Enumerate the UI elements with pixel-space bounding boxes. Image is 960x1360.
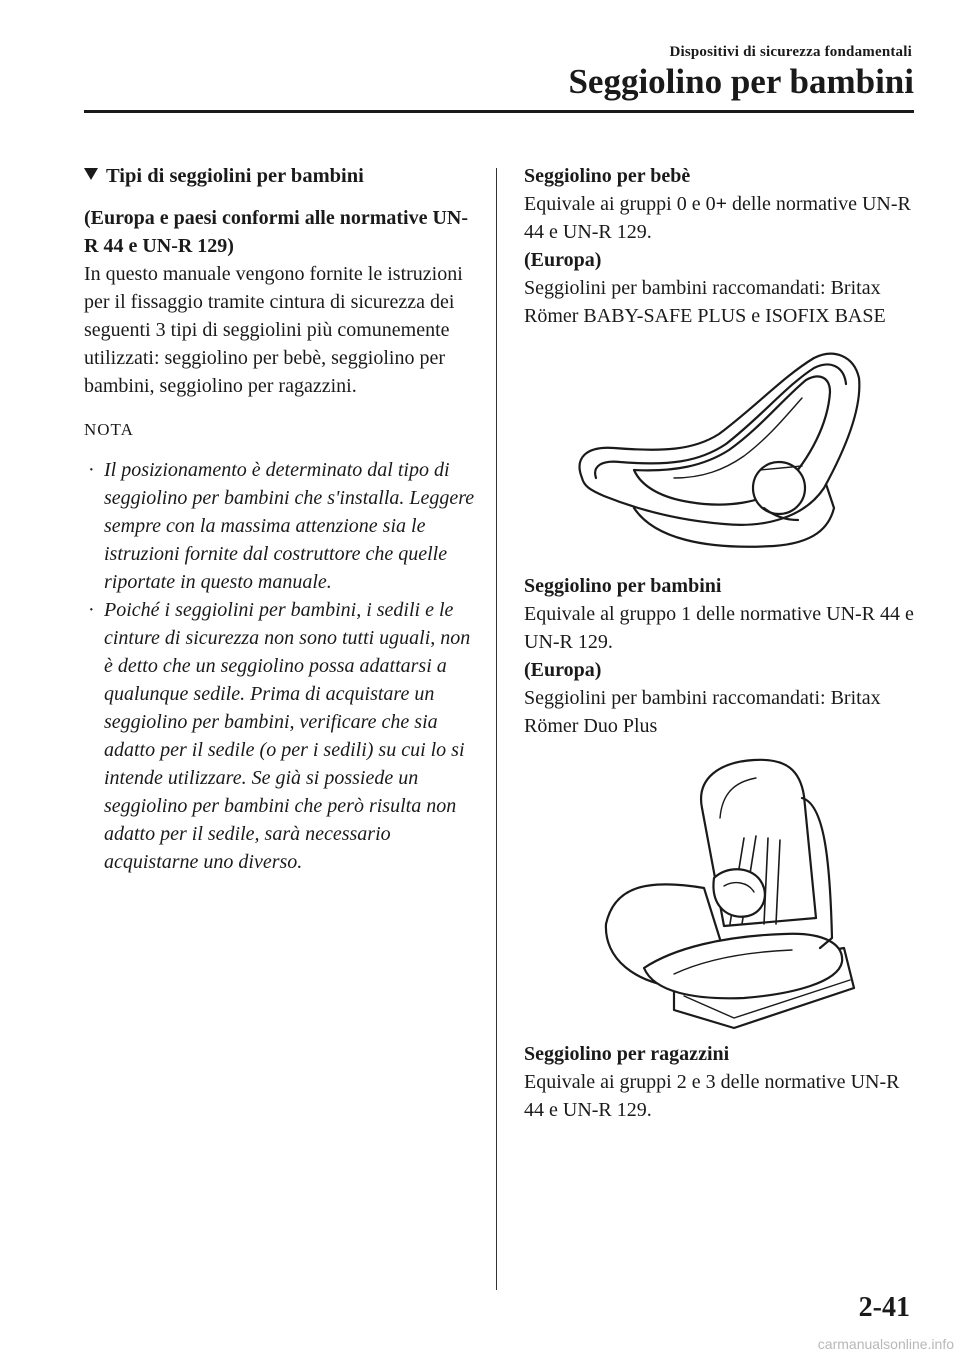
- baby-seat-desc: [524, 190, 914, 246]
- bullet-icon: ·: [88, 459, 95, 481]
- running-header: [669, 44, 912, 61]
- baby-seat-desc-pre: Equivale ai gruppi 0 e 0: [524, 193, 716, 215]
- column-divider: [496, 168, 497, 1290]
- triangle-down-icon: [84, 168, 98, 180]
- header-rule: [84, 110, 914, 113]
- section-heading-text: Tipi di seggiolini per bambini: [106, 165, 364, 187]
- child-seat-title: Seggiolino per bambini: [524, 575, 722, 597]
- junior-seat-title: Seggiolino per ragazzini: [524, 1043, 730, 1065]
- chapter-name: Dispositivi di sicurezza fondamentali: [669, 44, 912, 60]
- left-column: [84, 162, 476, 876]
- watermark: carmanualsonline.info: [817, 1336, 954, 1352]
- bullet-icon: ·: [88, 599, 95, 621]
- child-seat-recommended: Seggiolini per bambini raccomandati: Britax Römer Duo Plus: [524, 687, 881, 737]
- right-column: [524, 162, 914, 1124]
- intro-paragraph: In questo manuale vengono fornite le istruzioni per il fissaggio tramite cintura di sicurezza dei seguenti 3 tipi di seggiolini più comunemente utilizzati: seggiolino per bebè, seggiolino per bambini, seggiolino per ragazzini.: [84, 263, 463, 397]
- baby-seat-recommended: Seggiolini per bambini raccomandati: Britax Römer BABY-SAFE PLUS e ISOFIX BASE: [524, 277, 886, 327]
- nota-item-text: Il posizionamento è determinato dal tipo di seggiolino per bambini che s'installa. Leggere sempre con la massima attenzione sia le istruzioni fornite dal costruttore che quelle riportate in questo manuale.: [104, 459, 475, 593]
- junior-seat-desc: Equivale ai gruppi 2 e 3 delle normative UN-R 44 e UN-R 129.: [524, 1071, 900, 1121]
- baby-seat-region: (Europa): [524, 249, 602, 271]
- nota-item-text: Poiché i seggiolini per bambini, i sedili e le cinture di sicurezza non sono tutti uguali, non è detto che un seggiolino possa adattarsi a qualunque sedile. Prima di acquistare un seggiolino per bambini, verificare che sia adatto per il sedile (o per i sedili) su cui lo si intende utilizzare. Se già si possiede un seggiolino per bambini che però risulta non adatto per il sedile, sarà necessario acquistarne uno diverso.: [104, 599, 471, 873]
- child-seat-region: (Europa): [524, 659, 602, 681]
- region-subheading: (Europa e paesi conformi alle normative UN-R 44 e UN-R 129): [84, 207, 469, 257]
- plus-icon: +: [715, 193, 728, 215]
- baby-seat-illustration: [524, 338, 914, 568]
- section-heading: [84, 162, 476, 190]
- nota-label: NOTA: [84, 420, 134, 439]
- child-seat-desc: Equivale al gruppo 1 delle normative UN-R 44 e UN-R 129.: [524, 603, 914, 653]
- nota-list: [84, 456, 476, 876]
- page-title: Seggiolino per bambini: [568, 62, 914, 101]
- nota-item: [84, 596, 476, 876]
- child-seat-illustration: [524, 748, 914, 1036]
- page-number: 2-41: [858, 1292, 910, 1323]
- nota-item: [84, 456, 476, 596]
- baby-seat-desc-post: delle normative UN-R 44 e UN-R 129.: [524, 193, 911, 243]
- baby-seat-title: Seggiolino per bebè: [524, 165, 691, 187]
